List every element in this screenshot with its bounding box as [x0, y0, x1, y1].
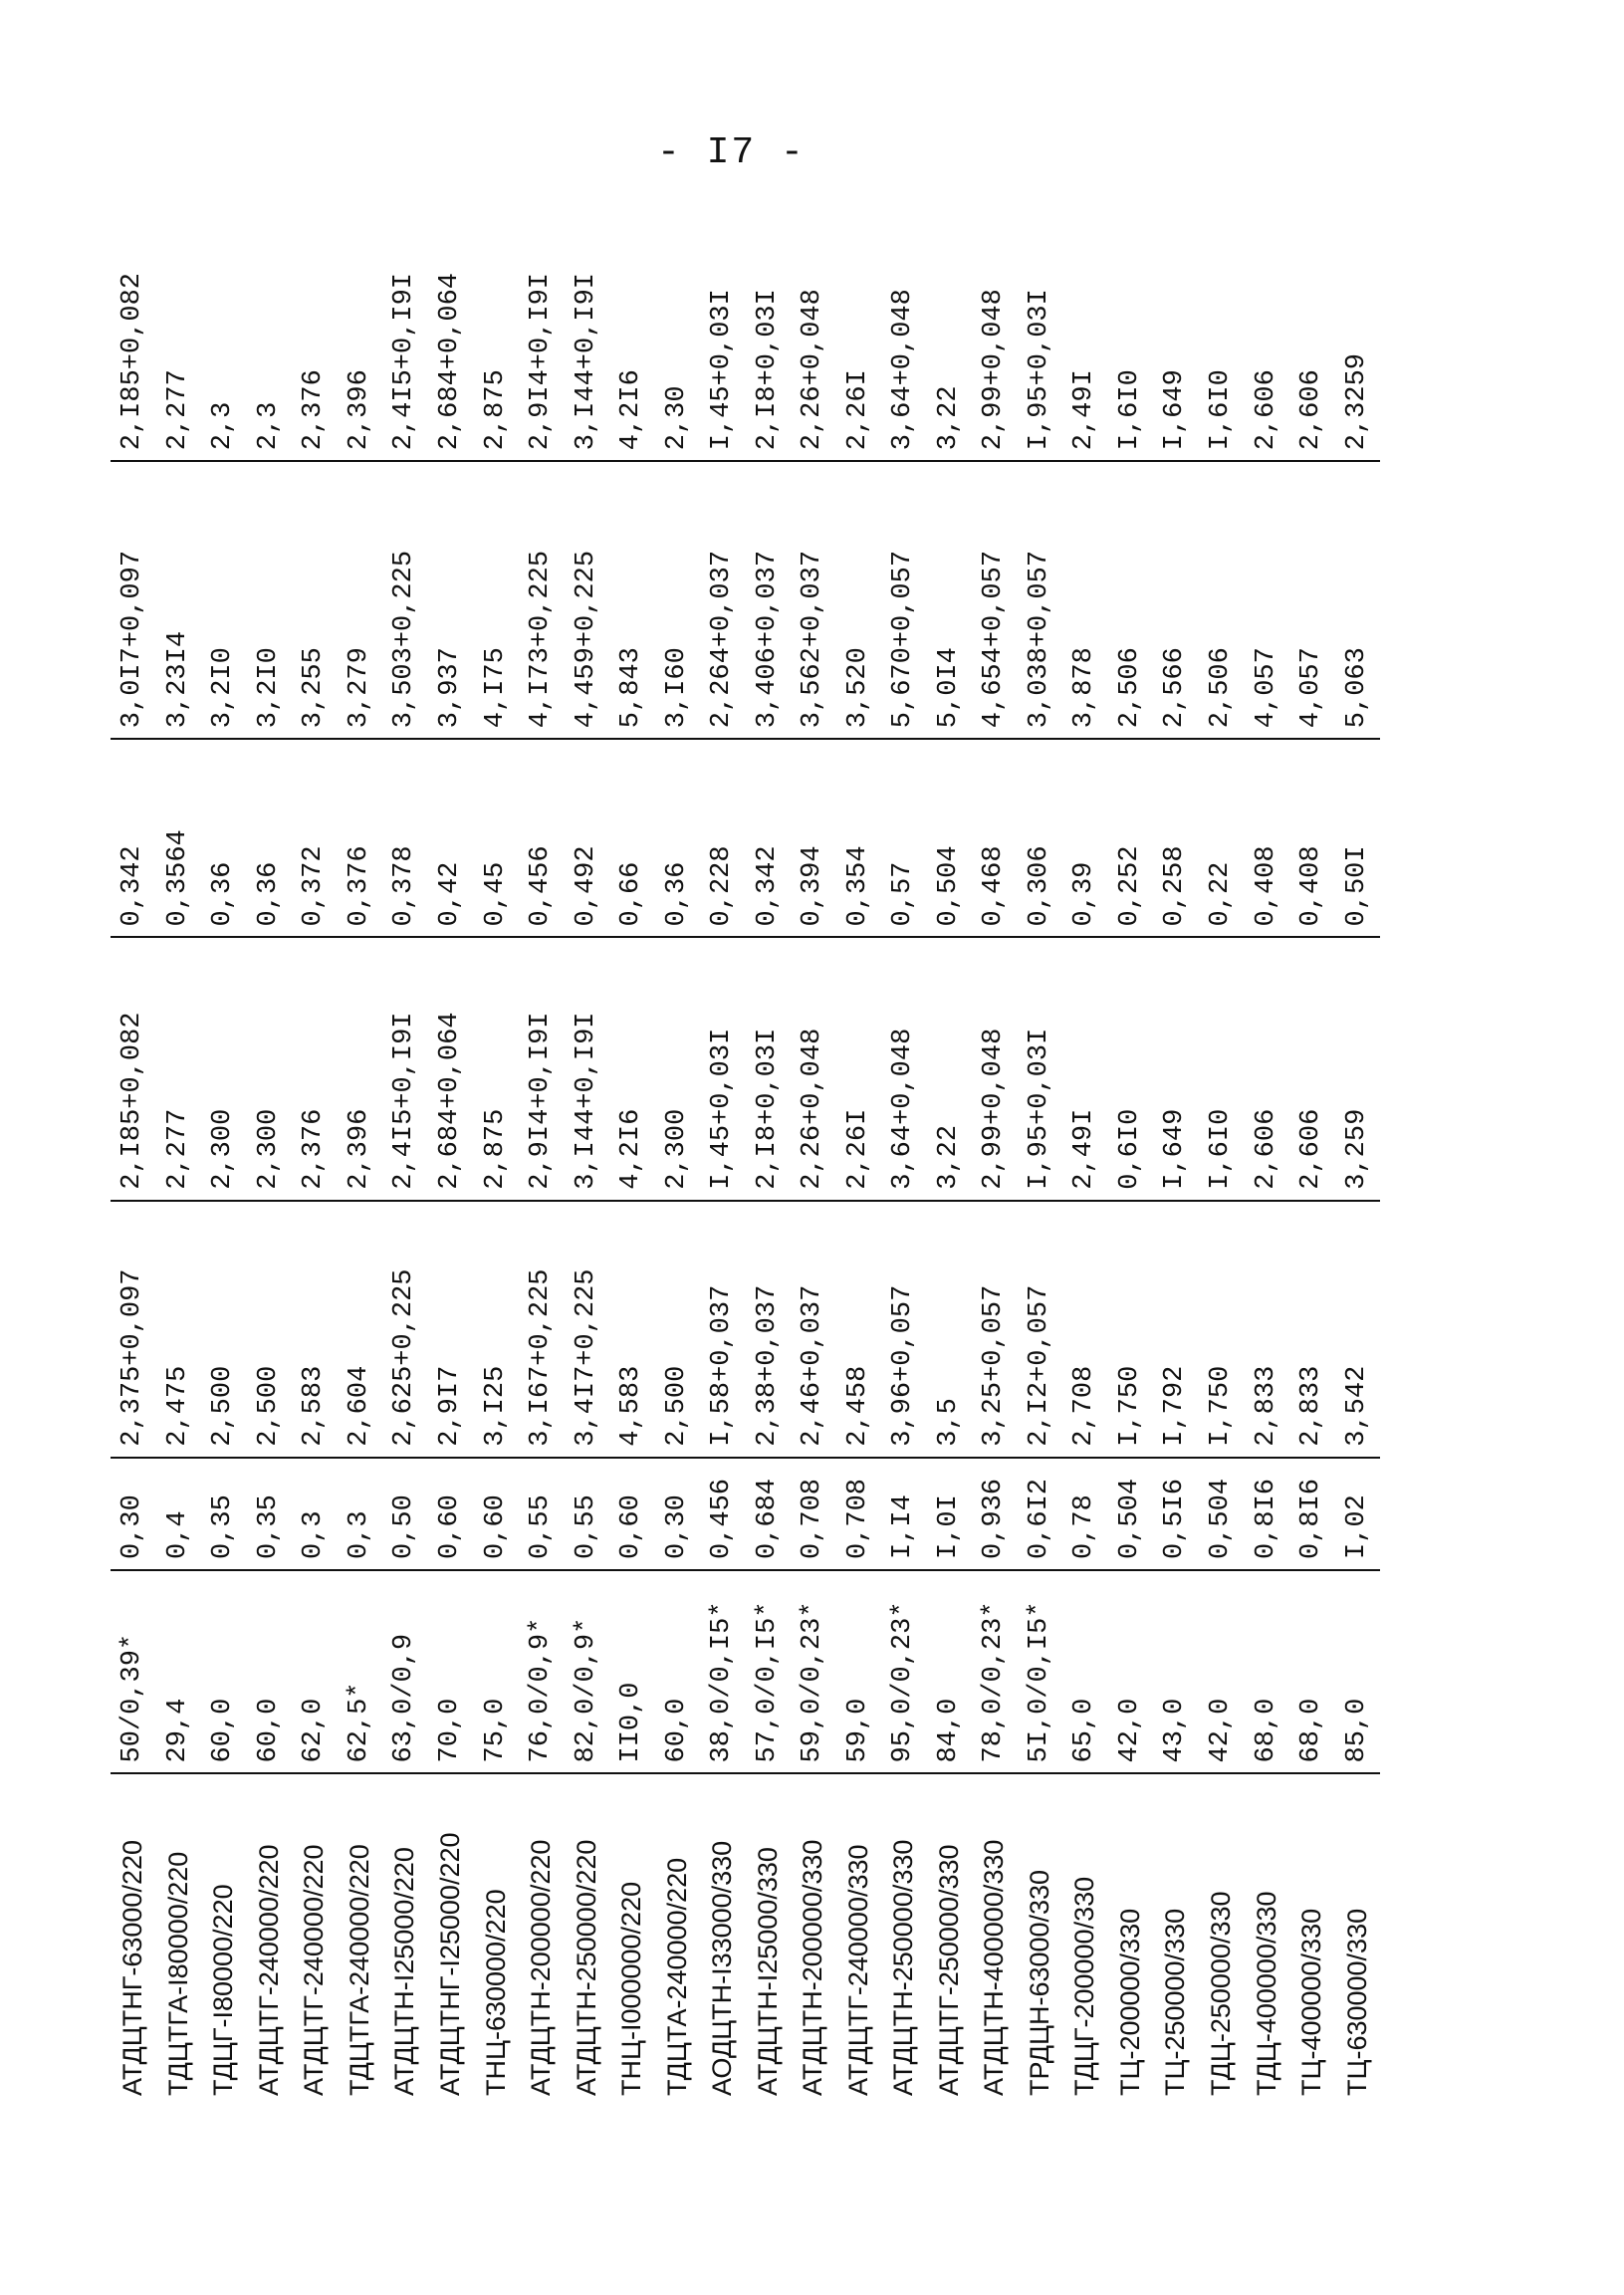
value-cell-3: I,02	[1334, 1458, 1380, 1570]
value-cell-3: 0,456	[700, 1458, 746, 1570]
transformer-type-cell: ТДЦ-400000/330	[1251, 1891, 1281, 2096]
transformer-type-cell: ТНЦ-630000/220	[480, 1889, 511, 2096]
value-cell-5: 2,300	[654, 937, 700, 1200]
value-cell-6: 0,306	[1018, 739, 1063, 937]
value-cell-6: 0,468	[972, 739, 1018, 937]
value-cell-6: 0,408	[1244, 739, 1289, 937]
value-cell-8: 2,26I	[836, 179, 882, 461]
value-cell-3: 0,504	[1199, 1458, 1245, 1570]
transformer-type-cell: ТЦ-630000/330	[1341, 1908, 1372, 2096]
value-cell-7: 3,503+0,225	[382, 461, 428, 739]
table-row	[1199, 179, 1245, 2106]
value-cell-2: 70,0	[428, 1570, 474, 1774]
value-cell-2: 82,0/0,9*	[564, 1570, 609, 1774]
value-cell-6: 0,372	[292, 739, 338, 937]
value-cell-8: 4,2I6	[609, 179, 655, 461]
value-cell-5: 2,I85+0,082	[111, 937, 156, 1200]
value-cell-2: 42,0	[1108, 1570, 1154, 1774]
value-cell-4: I,58+0,037	[700, 1201, 746, 1458]
transformer-type-cell: ТДЦ-250000/330	[1206, 1891, 1237, 2096]
value-cell-3: I,0I	[927, 1458, 973, 1570]
value-cell-4: 2,I2+0,057	[1018, 1201, 1063, 1458]
value-cell-5: 2,684+0,064	[428, 937, 474, 1200]
value-cell-3: 0,60	[609, 1458, 655, 1570]
value-cell-2: 76,0/0,9*	[519, 1570, 565, 1774]
value-cell-4: 3,4I7+0,225	[564, 1201, 609, 1458]
value-cell-4: 3,5	[927, 1201, 973, 1458]
value-cell-3: 0,55	[564, 1458, 609, 1570]
transformer-type-cell: ТНЦ-I000000/220	[616, 1881, 647, 2096]
value-cell-8: 2,684+0,064	[428, 179, 474, 461]
value-cell-8: 3,22	[927, 179, 973, 461]
value-cell-7: 3,279	[338, 461, 383, 739]
value-cell-8: 2,3	[201, 179, 247, 461]
value-cell-5: 2,606	[1289, 937, 1335, 1200]
value-cell-3: 0,3	[338, 1458, 383, 1570]
value-cell-8: 2,3259	[1334, 179, 1380, 461]
value-cell-6: 0,22	[1199, 739, 1245, 937]
value-cell-8: I,6I0	[1108, 179, 1154, 461]
table-row	[564, 179, 609, 2106]
value-cell-7: 2,506	[1108, 461, 1154, 739]
value-cell-5: 2,9I4+0,I9I	[519, 937, 565, 1200]
value-cell-2: 42,0	[1199, 1570, 1245, 1774]
transformer-type-cell: АТДЦТН-250000/220	[571, 1839, 601, 2096]
value-cell-5: 3,I44+0,I9I	[564, 937, 609, 1200]
value-cell-3: 0,936	[972, 1458, 1018, 1570]
transformer-type-cell: ТДЦТГА-I80000/220	[162, 1851, 193, 2096]
value-cell-4: 2,458	[836, 1201, 882, 1458]
value-cell-2: 57,0/0,I5*	[745, 1570, 791, 1774]
transformer-type-cell: ТДЦТГА-240000/220	[344, 1844, 374, 2096]
transformer-type-cell: АТДЦТН-200000/330	[798, 1839, 828, 2096]
value-cell-7: 3,520	[836, 461, 882, 739]
value-cell-7: 4,057	[1289, 461, 1335, 739]
value-cell-8: 2,606	[1289, 179, 1335, 461]
value-cell-6: 0,66	[609, 739, 655, 937]
value-cell-4: 2,500	[247, 1201, 293, 1458]
value-cell-3: 0,60	[473, 1458, 519, 1570]
rotated-table-container	[111, 179, 1380, 2106]
value-cell-2: 60,0	[201, 1570, 247, 1774]
value-cell-7: 3,255	[292, 461, 338, 739]
value-cell-7: 3,937	[428, 461, 474, 739]
value-cell-6: 0,258	[1153, 739, 1199, 937]
value-cell-6: 0,342	[111, 739, 156, 937]
table-row	[1289, 179, 1335, 2106]
table-row	[927, 179, 973, 2106]
transformer-type-cell: АТДЦТГ-250000/330	[933, 1844, 964, 2096]
value-cell-8: I,45+0,03I	[700, 179, 746, 461]
value-cell-8: 2,I85+0,082	[111, 179, 156, 461]
value-cell-8: 2,606	[1244, 179, 1289, 461]
value-cell-2: 63,0/0,9	[382, 1570, 428, 1774]
value-cell-5: I,45+0,03I	[700, 937, 746, 1200]
transformer-type-cell: АТДЦТГ-240000/220	[299, 1844, 330, 2096]
value-cell-4: 4,583	[609, 1201, 655, 1458]
value-cell-3: 0,5I6	[1153, 1458, 1199, 1570]
table-row	[247, 179, 293, 2106]
table-row	[745, 179, 791, 2106]
value-cell-3: 0,708	[836, 1458, 882, 1570]
value-cell-4: 2,604	[338, 1201, 383, 1458]
value-cell-4: 2,9I7	[428, 1201, 474, 1458]
value-cell-6: 0,42	[428, 739, 474, 937]
value-cell-7: 5,063	[1334, 461, 1380, 739]
transformer-type-cell: ТЦ-400000/330	[1296, 1908, 1327, 2096]
value-cell-8: I,6I0	[1199, 179, 1245, 461]
table-row	[791, 179, 836, 2106]
value-cell-4: 2,475	[156, 1201, 202, 1458]
value-cell-8: 3,64+0,048	[881, 179, 927, 461]
value-cell-4: 3,I67+0,225	[519, 1201, 565, 1458]
value-cell-8: 2,396	[338, 179, 383, 461]
value-cell-2: 43,0	[1153, 1570, 1199, 1774]
value-cell-5: 2,26I	[836, 937, 882, 1200]
value-cell-5: 2,396	[338, 937, 383, 1200]
transformer-type-cell: ТРДЦН-63000/330	[1024, 1869, 1054, 2096]
transformer-type-cell: АТДЦТН-I25000/220	[389, 1847, 420, 2096]
transformer-type-cell: АТДЦТГ-240000/220	[253, 1844, 284, 2096]
value-cell-3: I,I4	[881, 1458, 927, 1570]
transformer-type-cell: АТДЦТН-400000/330	[979, 1839, 1010, 2096]
table-row	[609, 179, 655, 2106]
value-cell-5: I,649	[1153, 937, 1199, 1200]
table-row	[836, 179, 882, 2106]
value-cell-5: 0,6I0	[1108, 937, 1154, 1200]
value-cell-8: 3,I44+0,I9I	[564, 179, 609, 461]
value-cell-7: 5,0I4	[927, 461, 973, 739]
value-cell-5: 2,376	[292, 937, 338, 1200]
transformer-type-cell: ТЦ-250000/330	[1160, 1908, 1191, 2096]
table-row	[292, 179, 338, 2106]
table-row	[428, 179, 474, 2106]
table-row	[156, 179, 202, 2106]
value-cell-5: 2,300	[247, 937, 293, 1200]
transformer-type-cell: АТДЦТНГ-I25000/220	[434, 1832, 465, 2096]
value-cell-6: 0,50I	[1334, 739, 1380, 937]
value-cell-4: 2,708	[1062, 1201, 1108, 1458]
value-cell-2: 5I,0/0,I5*	[1018, 1570, 1063, 1774]
value-cell-6: 0,36	[654, 739, 700, 937]
value-cell-2: 38,0/0,I5*	[700, 1570, 746, 1774]
value-cell-3: 0,708	[791, 1458, 836, 1570]
transformer-type-cell: АТДЦТН-250000/330	[888, 1839, 919, 2096]
value-cell-4: 2,833	[1289, 1201, 1335, 1458]
value-cell-4: 2,500	[654, 1201, 700, 1458]
value-cell-6: 0,456	[519, 739, 565, 937]
transformer-type-cell: АТДЦТН-I25000/330	[752, 1847, 783, 2096]
value-cell-8: 2,26+0,048	[791, 179, 836, 461]
value-cell-4: 3,542	[1334, 1201, 1380, 1458]
value-cell-7: 3,406+0,037	[745, 461, 791, 739]
table-row	[338, 179, 383, 2106]
value-cell-5: 2,99+0,048	[972, 937, 1018, 1200]
value-cell-8: 2,49I	[1062, 179, 1108, 461]
value-cell-7: 5,670+0,057	[881, 461, 927, 739]
value-cell-5: 2,277	[156, 937, 202, 1200]
value-cell-6: 0,354	[836, 739, 882, 937]
value-cell-5: 2,49I	[1062, 937, 1108, 1200]
table-row	[1108, 179, 1154, 2106]
value-cell-2: 60,0	[654, 1570, 700, 1774]
value-cell-4: I,792	[1153, 1201, 1199, 1458]
value-cell-5: 3,64+0,048	[881, 937, 927, 1200]
table-row	[473, 179, 519, 2106]
value-cell-4: 2,583	[292, 1201, 338, 1458]
value-cell-4: 3,25+0,057	[972, 1201, 1018, 1458]
table-row	[881, 179, 927, 2106]
value-cell-3: 0,4	[156, 1458, 202, 1570]
value-cell-8: 2,99+0,048	[972, 179, 1018, 461]
value-cell-8: 2,875	[473, 179, 519, 461]
value-cell-3: 0,6I2	[1018, 1458, 1063, 1570]
value-cell-8: 2,I8+0,03I	[745, 179, 791, 461]
value-cell-5: 2,4I5+0,I9I	[382, 937, 428, 1200]
value-cell-6: 0,252	[1108, 739, 1154, 937]
table-row	[700, 179, 746, 2106]
value-cell-4: 3,I25	[473, 1201, 519, 1458]
value-cell-3: 0,8I6	[1244, 1458, 1289, 1570]
value-cell-7: 3,2I0	[201, 461, 247, 739]
value-cell-4: 2,833	[1244, 1201, 1289, 1458]
value-cell-8: I,649	[1153, 179, 1199, 461]
value-cell-4: 2,38+0,037	[745, 1201, 791, 1458]
value-cell-6: 0,39	[1062, 739, 1108, 937]
value-cell-2: 68,0	[1244, 1570, 1289, 1774]
table-row	[1153, 179, 1199, 2106]
value-cell-6: 0,45	[473, 739, 519, 937]
value-cell-5: 2,606	[1244, 937, 1289, 1200]
value-cell-3: 0,8I6	[1289, 1458, 1335, 1570]
value-cell-6: 0,408	[1289, 739, 1335, 937]
value-cell-3: 0,55	[519, 1458, 565, 1570]
value-cell-4: 2,500	[201, 1201, 247, 1458]
value-cell-3: 0,50	[382, 1458, 428, 1570]
value-cell-5: I,95+0,03I	[1018, 937, 1063, 1200]
value-cell-7: 3,2I0	[247, 461, 293, 739]
value-cell-4: I,750	[1199, 1201, 1245, 1458]
value-cell-2: 75,0	[473, 1570, 519, 1774]
value-cell-8: 2,277	[156, 179, 202, 461]
value-cell-3: 0,3	[292, 1458, 338, 1570]
value-cell-2: 62,5*	[338, 1570, 383, 1774]
value-cell-3: 0,60	[428, 1458, 474, 1570]
value-cell-6: 0,394	[791, 739, 836, 937]
value-cell-7: 3,23I4	[156, 461, 202, 739]
table-row	[1018, 179, 1063, 2106]
value-cell-6: 0,36	[201, 739, 247, 937]
value-cell-4: 2,375+0,097	[111, 1201, 156, 1458]
value-cell-8: 2,4I5+0,I9I	[382, 179, 428, 461]
transformer-type-cell: ТДЦГ-200000/330	[1069, 1876, 1100, 2096]
value-cell-4: 2,625+0,225	[382, 1201, 428, 1458]
value-cell-6: 0,57	[881, 739, 927, 937]
table-body	[111, 179, 1380, 2106]
value-cell-7: 4,654+0,057	[972, 461, 1018, 739]
value-cell-6: 0,504	[927, 739, 973, 937]
table-row	[1062, 179, 1108, 2106]
value-cell-2: 85,0	[1334, 1570, 1380, 1774]
value-cell-3: 0,30	[654, 1458, 700, 1570]
value-cell-4: I,750	[1108, 1201, 1154, 1458]
transformer-parameters-table	[111, 179, 1380, 2106]
value-cell-7: 4,I73+0,225	[519, 461, 565, 739]
value-cell-5: 3,22	[927, 937, 973, 1200]
value-cell-6: 0,3564	[156, 739, 202, 937]
transformer-type-cell: АТДЦТН-200000/220	[526, 1839, 557, 2096]
value-cell-7: 4,I75	[473, 461, 519, 739]
value-cell-5: 4,2I6	[609, 937, 655, 1200]
value-cell-2: 62,0	[292, 1570, 338, 1774]
page-number: - I7 -	[657, 131, 806, 174]
table-row	[111, 179, 156, 2106]
value-cell-2: 78,0/0,23*	[972, 1570, 1018, 1774]
value-cell-7: 2,506	[1199, 461, 1245, 739]
transformer-type-cell: ТДЦГ-I80000/220	[208, 1884, 239, 2096]
value-cell-8: I,95+0,03I	[1018, 179, 1063, 461]
value-cell-3: 0,504	[1108, 1458, 1154, 1570]
value-cell-3: 0,35	[247, 1458, 293, 1570]
value-cell-2: 60,0	[247, 1570, 293, 1774]
table-row	[1244, 179, 1289, 2106]
value-cell-8: 2,9I4+0,I9I	[519, 179, 565, 461]
value-cell-6: 0,342	[745, 739, 791, 937]
value-cell-8: 2,30	[654, 179, 700, 461]
value-cell-6: 0,228	[700, 739, 746, 937]
value-cell-2: 29,4	[156, 1570, 202, 1774]
transformer-type-cell: ТДЦТА-240000/220	[661, 1857, 692, 2096]
value-cell-2: 65,0	[1062, 1570, 1108, 1774]
value-cell-5: 2,875	[473, 937, 519, 1200]
transformer-type-cell: ТЦ-200000/330	[1114, 1908, 1145, 2096]
value-cell-3: 0,30	[111, 1458, 156, 1570]
value-cell-2: 95,0/0,23*	[881, 1570, 927, 1774]
value-cell-2: 59,0/0,23*	[791, 1570, 836, 1774]
value-cell-7: 4,459+0,225	[564, 461, 609, 739]
value-cell-6: 0,492	[564, 739, 609, 937]
value-cell-3: 0,684	[745, 1458, 791, 1570]
value-cell-2: 68,0	[1289, 1570, 1335, 1774]
value-cell-8: 2,376	[292, 179, 338, 461]
value-cell-7: 3,I60	[654, 461, 700, 739]
value-cell-3: 0,35	[201, 1458, 247, 1570]
value-cell-7: 2,264+0,037	[700, 461, 746, 739]
value-cell-7: 5,843	[609, 461, 655, 739]
value-cell-7: 3,0I7+0,097	[111, 461, 156, 739]
value-cell-7: 3,878	[1062, 461, 1108, 739]
table-row	[382, 179, 428, 2106]
value-cell-2: 59,0	[836, 1570, 882, 1774]
value-cell-5: 3,259	[1334, 937, 1380, 1200]
value-cell-3: 0,78	[1062, 1458, 1108, 1570]
transformer-type-cell: АТДЦТНГ-63000/220	[117, 1840, 148, 2096]
table-row	[519, 179, 565, 2106]
table-row	[1334, 179, 1380, 2106]
transformer-type-cell: АТДЦТГ-240000/330	[842, 1844, 873, 2096]
value-cell-6: 0,376	[338, 739, 383, 937]
value-cell-7: 3,038+0,057	[1018, 461, 1063, 739]
value-cell-2: II0,0	[609, 1570, 655, 1774]
value-cell-6: 0,36	[247, 739, 293, 937]
value-cell-7: 4,057	[1244, 461, 1289, 739]
value-cell-5: 2,I8+0,03I	[745, 937, 791, 1200]
transformer-type-cell: АОДЦТН-I33000/330	[707, 1840, 738, 2096]
value-cell-7: 2,566	[1153, 461, 1199, 739]
value-cell-4: 2,46+0,037	[791, 1201, 836, 1458]
value-cell-5: 2,26+0,048	[791, 937, 836, 1200]
value-cell-4: 3,96+0,057	[881, 1201, 927, 1458]
table-row	[654, 179, 700, 2106]
value-cell-5: I,6I0	[1199, 937, 1245, 1200]
table-row	[972, 179, 1018, 2106]
value-cell-8: 2,3	[247, 179, 293, 461]
value-cell-2: 84,0	[927, 1570, 973, 1774]
value-cell-5: 2,300	[201, 937, 247, 1200]
value-cell-7: 3,562+0,037	[791, 461, 836, 739]
value-cell-6: 0,378	[382, 739, 428, 937]
table-row	[201, 179, 247, 2106]
value-cell-2: 50/0,39*	[111, 1570, 156, 1774]
